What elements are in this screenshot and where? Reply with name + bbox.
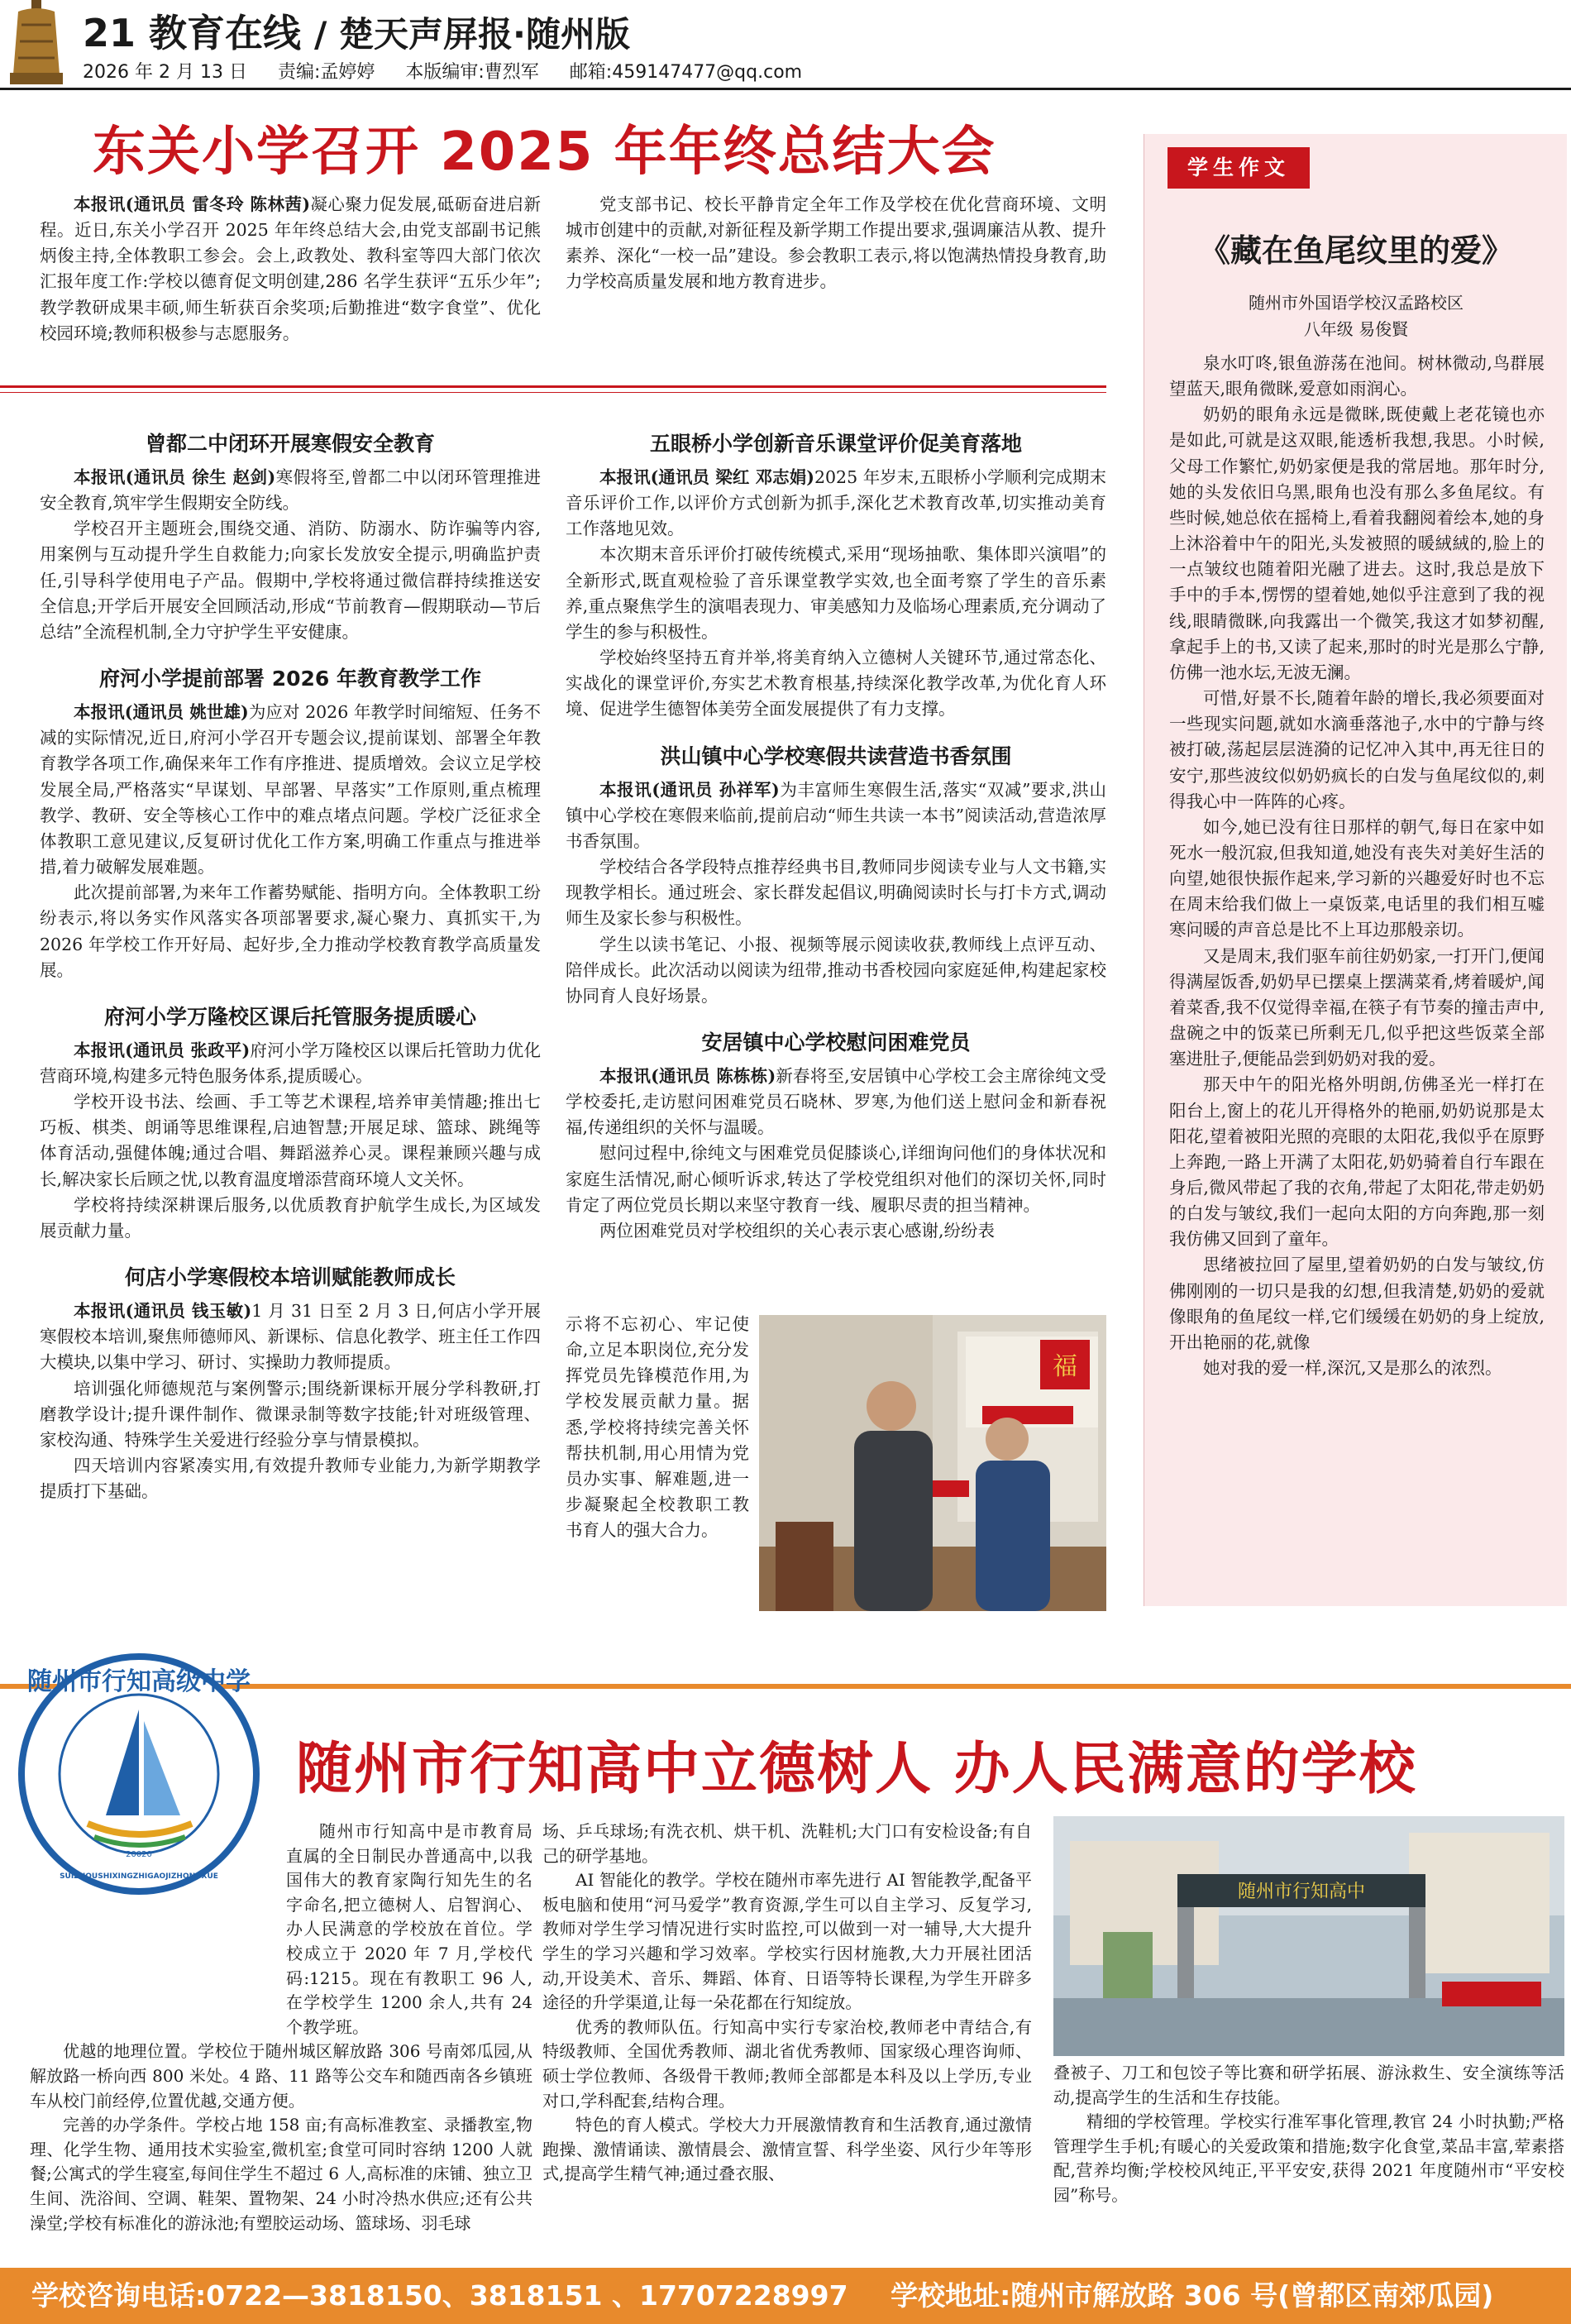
bell-icon [7,0,66,89]
article-headline: 府河小学提前部署 2026 年教育教学工作 [99,667,481,691]
article-headline: 五眼桥小学创新音乐课堂评价促美育落地 [649,432,1022,456]
article-headline: 府河小学万隆校区课后托管服务提质暖心 [103,1004,476,1029]
section-divider [0,385,1106,388]
news-photo [759,1315,1106,1611]
editor-credit: 责编:孟婷婷 [277,62,375,83]
ad-paragraph: 优越的地理位置。学校位于随州城区解放路 306 号南郊瓜园,从解放路一桥向西 800 米处。4 路、11 路等公交车和随西南各乡镇班车从校门前经停,位置优越,交通方便。 [30,2041,532,2111]
essay-body [1169,351,1545,1381]
article-paragraph: 慰问过程中,徐纯文与困难党员促膝谈心,详细询问他们的身体状况和家庭生活情况,耐心倾听诉求,转达了学校党组织对他们的深切关怀,同时肯定了两位党员长期以来坚守教育一线、履职尽责的担当精神。 [566,1143,1106,1215]
ad-paragraph: 场、乒乓球场;有洗衣机、烘干机、洗鞋机;大门口有安检设备;有自己的研学基地。 [542,1821,1032,1866]
article-paragraph: 学校始终坚持五育并举,将美育纳入立德树人关键环节,通过常态化、实战化的课堂评价,夯实艺术教育根基,持续深化教学改革,为优化育人环境、促进学生德智体美劳全面发展提供了有力支撑。 [566,648,1106,720]
school-gate-photo [1053,1816,1564,2056]
column-tag: 学生作文 [1168,147,1310,189]
article-paragraph: 新春将至,安居镇中心学校工会主席徐纯文受学校委托,走访慰问困难党员石晓林、罗寒,为他们送上慰问金和新春祝福,传递组织的关怀与温暖。 [566,1065,1106,1138]
article-byline: 本报讯(通讯员 钱玉敏) [74,1301,252,1322]
essay-paragraph: 奶奶的眼角永远是微眯,既使戴上老花镜也亦是如此,可就是这双眼,能透析我想,我思。小时候,父母工作繁忙,奶奶家便是我的常居地。那年时分,她的头发依旧乌黑,眼角也没有那么多鱼尾纹。有些时候,她总依在摇椅上,看着我翻阅着绘本,她的身上沐浴着中午的阳光,头发被照的暖絨絨的,脸上的一点皱纹也随着阳光融了进去。这时,我总是放下手中的手本,愣愣的望着她,她似乎注意到了我的视线,眼睛微眯,向我露出一个微笑,我这才如梦初醒,拿起手上的书,又读了起来,那时的时光是那么宁静,仿佛一池水坛,无波无澜。 [1169,404,1545,682]
article-paragraph: 此次提前部署,为来年工作蓄势赋能、指明方向。全体教职工纷纷表示,将以务实作风落实各项部署要求,凝心聚力、真抓实干,为 2026 年学校工作开好局、起好步,全力推动学校教育教学高质量发展。 [40,882,541,980]
article-byline: 本报讯(通讯员 陈栋栋) [599,1065,776,1086]
essay-paragraph: 又是周末,我们驱车前往奶奶家,一打开门,便闻得满屋饭香,奶奶早已摆桌上摆满菜肴,烤着暖炉,闻着菜香,我不仅觉得幸福,在筷子有节奏的撞击声中,盘碗之中的饭菜已所剩无几,似乎把这些饭菜全部塞进肚子,便能品尝到奶奶对我的爱。 [1169,945,1545,1069]
footer-phone: 学校咨询电话:0722—3818150、3818151 、17707228997 [31,2279,848,2312]
section-name: 教育在线 [149,11,302,55]
article-paragraph: 四天培训内容紧凑实用,有效提升教师专业能力,为新学期教学提质打下基础。 [40,1456,541,1502]
essay-paragraph: 可惜,好景不长,随着年龄的增长,我必须要面对一些现实问题,就如水滴垂落池子,水中的宁静与终被打破,荡起层层涟漪的记忆冲入其中,再无往日的安宁,那些波纹似奶奶疯长的白发与鱼尾纹似的,刺得我心中一阵阵的心疼。 [1169,688,1545,811]
article-byline: 本报讯(通讯员 徐生 赵剑) [74,467,276,487]
publication-name: / 楚天声屏报·随州版 [314,14,630,55]
article-paragraph: 学校将持续深耕课后服务,以优质教育护航学生成长,为区域发展贡献力量。 [40,1194,541,1241]
masthead-rule [0,88,1571,90]
left-column [40,420,541,1611]
page-title [83,3,630,58]
footer-contact-bar [0,2268,1571,2324]
essay-paragraph: 她对我的爱一样,深沉,又是那么的浓烈。 [1203,1358,1502,1379]
ad-paragraph: 随州市行知高中是市教育局直属的全日制民办普通高中,以我国伟大的教育家陶行知先生的名字命名,把立德树人、启智润心、办人民满意的学校放在首位。学校成立于 2020 年 7 月,学校代码:1215。现在有教职工 96 人,在学校学生 1200 余人,共有 24 个教学班。 [286,1821,532,2037]
ad-paragraph: AI 智能化的教学。学校在随州市率先进行 AI 智能教学,配备平板电脑和使用“河马爱学”教育资源,学生可以自主学习、反复学习,教师对学生学习情况进行实时监控,可以做到一对一辅导,大大提升学生的学习兴趣和学习效率。学校实行因材施教,大力开展社团活动,开设美术、音乐、舞蹈、体育、日语等特长课程,为学生开辟多途径的升学渠道,让每一朵花都在行知绽放。 [542,1870,1032,2013]
article-paragraph: 学生以读书笔记、小报、视频等展示阅读收获,教师线上点评互动、陪伴成长。此次活动以阅读为纽带,推动书香校园向家庭延伸,构建起家校协同育人良好场景。 [566,934,1106,1006]
article-paragraph: 两位困难党员对学校组织的关心表示衷心感谢,纷纷表 [599,1220,996,1241]
ad-column-1 [30,1820,532,2258]
dateline [83,58,827,84]
article-paragraph: 学校结合各学段特点推荐经典书目,教师同步阅读专业与人文书籍,实现教学相长。通过班会、家长群发起倡议,明确阅读时长与打卡方式,调动师生及家长参与积极性。 [566,857,1106,929]
article-paragraph: 本次期末音乐评价打破传统模式,采用“现场抽歌、集体即兴演唱”的全新形式,既直观检验了音乐课堂教学实效,也全面考察了学生的音乐素养,重点聚焦学生的演唱表现力、审美感知力及临场心理素质,充分调动了学生的参与积极性。 [566,544,1106,642]
article-paragraph: 府河小学万隆校区以课后托管助力优化营商环境,构建多元特色服务体系,提质暖心。 [40,1040,541,1086]
essay-paragraph: 泉水叮咚,银鱼游荡在池间。树林微动,鸟群展望蓝天,眼角微眯,爱意如雨润心。 [1169,353,1545,399]
visit-photo [759,1315,1106,1611]
article-paragraph: 培训强化师德规范与案例警示;围绕新课标开展分学科教研,打磨教学设计;提升课件制作、微课录制等数字技能;针对班级管理、家校沟通、特殊学生关爱进行经验分享与情景模拟。 [40,1378,541,1450]
article-paragraph: 为丰富师生寒假生活,落实“双减”要求,洪山镇中心学校在寒假来临前,提前启动“师生共读一本书”阅读活动,营造浓厚书香氛围。 [566,779,1106,851]
essay-paragraph: 思绪被拉回了屋里,望着奶奶的白发与皱纹,仿佛刚刚的一切只是我的幻想,但我清楚,奶奶的爱就像眼角的鱼尾纹一样,它们缓缓在奶奶的身上绽放,开出艳丽的花,就像 [1169,1255,1545,1352]
ad-column-2 [542,1820,1032,2258]
article-paragraph: 学校开设书法、绘画、手工等艺术课程,培养审美情趣;推出七巧板、棋类、朗诵等思维课程,启迪智慧;开展足球、篮球、跳绳等体育活动,强健体魄;通过合唱、舞蹈滋养心灵。课程兼顾兴趣与成长,解决家长后顾之忧,以教育温度增添营商环境人文关怀。 [40,1092,541,1189]
middle-column [566,420,1106,1297]
section-divider-thin [0,392,1106,393]
main-article-p1: 凝心聚力促发展,砥砺奋进启新程。近日,东关小学召开 2025 年年终总结大会,由党支部副书记熊炳俊主持,全体教职工参会。会上,政教处、教科室等四大部门依次汇报年度工作:学校以德育促文明创建,286 名学生获评“五乐少年”;教学教研成果丰硕,师生斩获百余奖项;后勤推进“数字食堂”、优化校园环境;教师积极参与志愿服务。 [40,194,541,343]
ad-paragraph: 完善的办学条件。学校占地 158 亩;有高标准教室、录播教室,物理、化学生物、通用技术实验室,微机室;食堂可同时容纳 1200 人就餐;公寓式的学生寝室,每间住学生不超过 6 人,高标准的床铺、独立卫生间、洗浴间、空调、鞋架、置物架、24 小时冷热水供应;还有公共澡堂;学校有标准化的游泳池;有塑胶运动场、篮球场、羽毛球 [30,2115,532,2233]
gate-photo [1053,1816,1564,2056]
essay-author [1144,289,1567,342]
logo-text-top: 随州市行知高级中学 [27,1667,251,1696]
article-paragraph: 2025 年岁末,五眼桥小学顺利完成期末音乐评价工作,以评价方式创新为抓手,深化艺术教育改革,切实推动美育工作落地见效。 [566,467,1106,539]
article-headline: 安居镇中心学校慰问困难党员 [701,1030,971,1054]
author-school: 随州市外国语学校汉孟路校区 [1249,293,1464,313]
essay-paragraph: 那天中午的阳光格外明朗,仿佛圣光一样打在阳台上,窗上的花儿开得格外的艳丽,奶奶说那是太阳花,望着被阳光照的亮眼的太阳花,我似乎在原野上奔跑,一路上开满了太阳花,奶奶骑着自行车跟在身后,微风带起了我的衣角,带起了太阳花,带走奶奶的白发与皱纹,我们一起向太阳的方向奔跑,那一刻我仿佛又回到了童年。 [1169,1074,1545,1250]
masthead [0,0,1571,91]
ad-paragraph: 特色的育人模式。学校大力开展激情教育和生活教育,通过激情跑操、激情诵读、激情晨会、激情宣誓、科学坐姿、风行少年等形式,提高学生精气神;通过叠衣服、 [542,2115,1032,2184]
ad-headline: 随州市行知高中立德树人 办人民满意的学校 [296,1737,1417,1802]
main-headline: 东关小学召开 2025 年年终总结大会 [93,122,996,183]
article-paragraph: 寒假将至,曾都二中以闭环管理推进安全教育,筑牢学生假期安全防线。 [40,467,541,514]
article-paragraph: 为应对 2026 年教学时间缩短、任务不减的实际情况,近日,府河小学召开专题会议,提前谋划、部署全年教育教学各项工作,确保来年工作有序推进、提质增效。会议立足学校发展全局,严格落实“早谋划、早部署、早落实”工作原则,重点梳理教学、教研、安全等核心工作中的难点堵点问题。学校广泛征求全体教职工意见建议,反复研讨优化工作方案,明确工作重点与推进举措,着力破解发展难题。 [40,702,541,877]
middle-narrow-column [566,1312,749,1609]
article-byline: 本报讯(通讯员 孙祥军) [599,779,780,800]
ad-paragraph: 叠被子、刀工和包饺子等比赛和研学拓展、游泳救生、安全演练等活动,提高学生的生活和生存技能。 [1053,2063,1564,2107]
layout-credit: 本版编审:曹烈军 [405,62,539,83]
main-article-col-2 [566,192,1106,375]
main-article-col-1 [40,192,541,375]
page-number: 21 [83,11,136,55]
essay-paragraph: 如今,她已没有往日那样的朝气,每日在家中如死水一般沉寂,但我知道,她没有丧失对美好生活的向望,她很快振作起来,学习新的兴趣爱好时也不忘在周末给我们做上一桌饭菜,电话里的我们相互嘘寒问暖的声音总是比不上耳边那般亲切。 [1169,816,1545,940]
ad-column-3 [1053,2061,1564,2259]
article-paragraph: 学校召开主题班会,围绕交通、消防、防溺水、防诈骗等内容,用案例与互动提升学生自救能力;向家长发放安全提示,明确监护责任,引导科学使用电子产品。假期中,学校将通过微信群持续推送安全信息;开学后开展安全回顾活动,形成“节前教育—假期联动—节后总结”全流程机制,全力守护学生平安健康。 [40,519,541,642]
article-paragraph: 示将不忘初心、牢记使命,立足本职岗位,充分发挥党员先锋模范作用,为学校发展贡献力量。据悉,学校将持续完善关怀帮扶机制,用心用情为党员办实事、解难题,进一步凝聚起全校教职工教书育人的强大合力。 [566,1314,749,1541]
article-byline: 本报讯(通讯员 姚世雄) [74,702,249,723]
student-essay-sidebar [1144,134,1567,1606]
contact-email: 邮箱:459147477@qq.com [569,62,803,83]
ad-paragraph: 优秀的教师队伍。行知高中实行专家治校,教师老中青结合,有特级教师、全国优秀教师、湖北省优秀教师、国家级心理咨询师、硕士学位教师、各级骨干教师;教师全部都是本科及以上学历,专业对口,学科配套,结构合理。 [542,2016,1032,2111]
article-byline: 本报讯(通讯员 张政平) [74,1040,251,1060]
article-paragraph: 1 月 31 日至 2 月 3 日,何店小学开展寒假校本培训,聚焦师德师风、新课标、信息化教学、班主任工作四大模块,以集中学习、研讨、实操助力教师提质。 [40,1301,541,1373]
author-name: 八年级 易俊賢 [1303,319,1409,339]
logo-year: 20020 [126,1850,152,1859]
article-headline: 曾都二中闭环开展寒假安全教育 [145,432,435,456]
article-headline: 何店小学寒假校本培训赋能教师成长 [124,1265,456,1290]
ad-paragraph: 精细的学校管理。学校实行准军事化管理,教官 24 小时执勤;严格管理学生手机;有暖心的关爱政策和措施;数字化食堂,菜品丰富,荤素搭配,营养均衡;学校校风纯正,平平安安,获得 2021 年度随州市“平安校园”称号。 [1053,2111,1564,2205]
fu-character: 福 [1053,1352,1077,1381]
main-article-p2: 党支部书记、校长平静肯定全年工作及学校在优化营商环境、文明城市创建中的贡献,对新征程及新学期工作提出要求,强调廉洁从教、提升素养、深化“一校一品”建设。参会教职工表示,将以饱满热情投身教育,助力学校高质量发展和地方教育进步。 [566,194,1106,292]
footer-address: 学校地址:随州市解放路 306 号(曾都区南郊瓜园) [891,2279,1494,2312]
essay-title: 《藏在鱼尾纹里的爱》 [1198,232,1513,269]
article-byline: 本报讯(通讯员 梁红 邓志娟) [599,467,814,487]
main-article-byline: 本报讯(通讯员 雷冬玲 陈林茜) [74,194,311,214]
article-headline: 洪山镇中心学校寒假共读营造书香氛围 [660,744,1012,768]
logo-text-bottom: SUIZHOUSHIXINGZHIGAOJIZHONGXUE [60,1872,218,1881]
issue-date: 2026 年 2 月 13 日 [83,62,247,83]
gate-sign-text: 随州市行知高中 [1237,1882,1366,1902]
